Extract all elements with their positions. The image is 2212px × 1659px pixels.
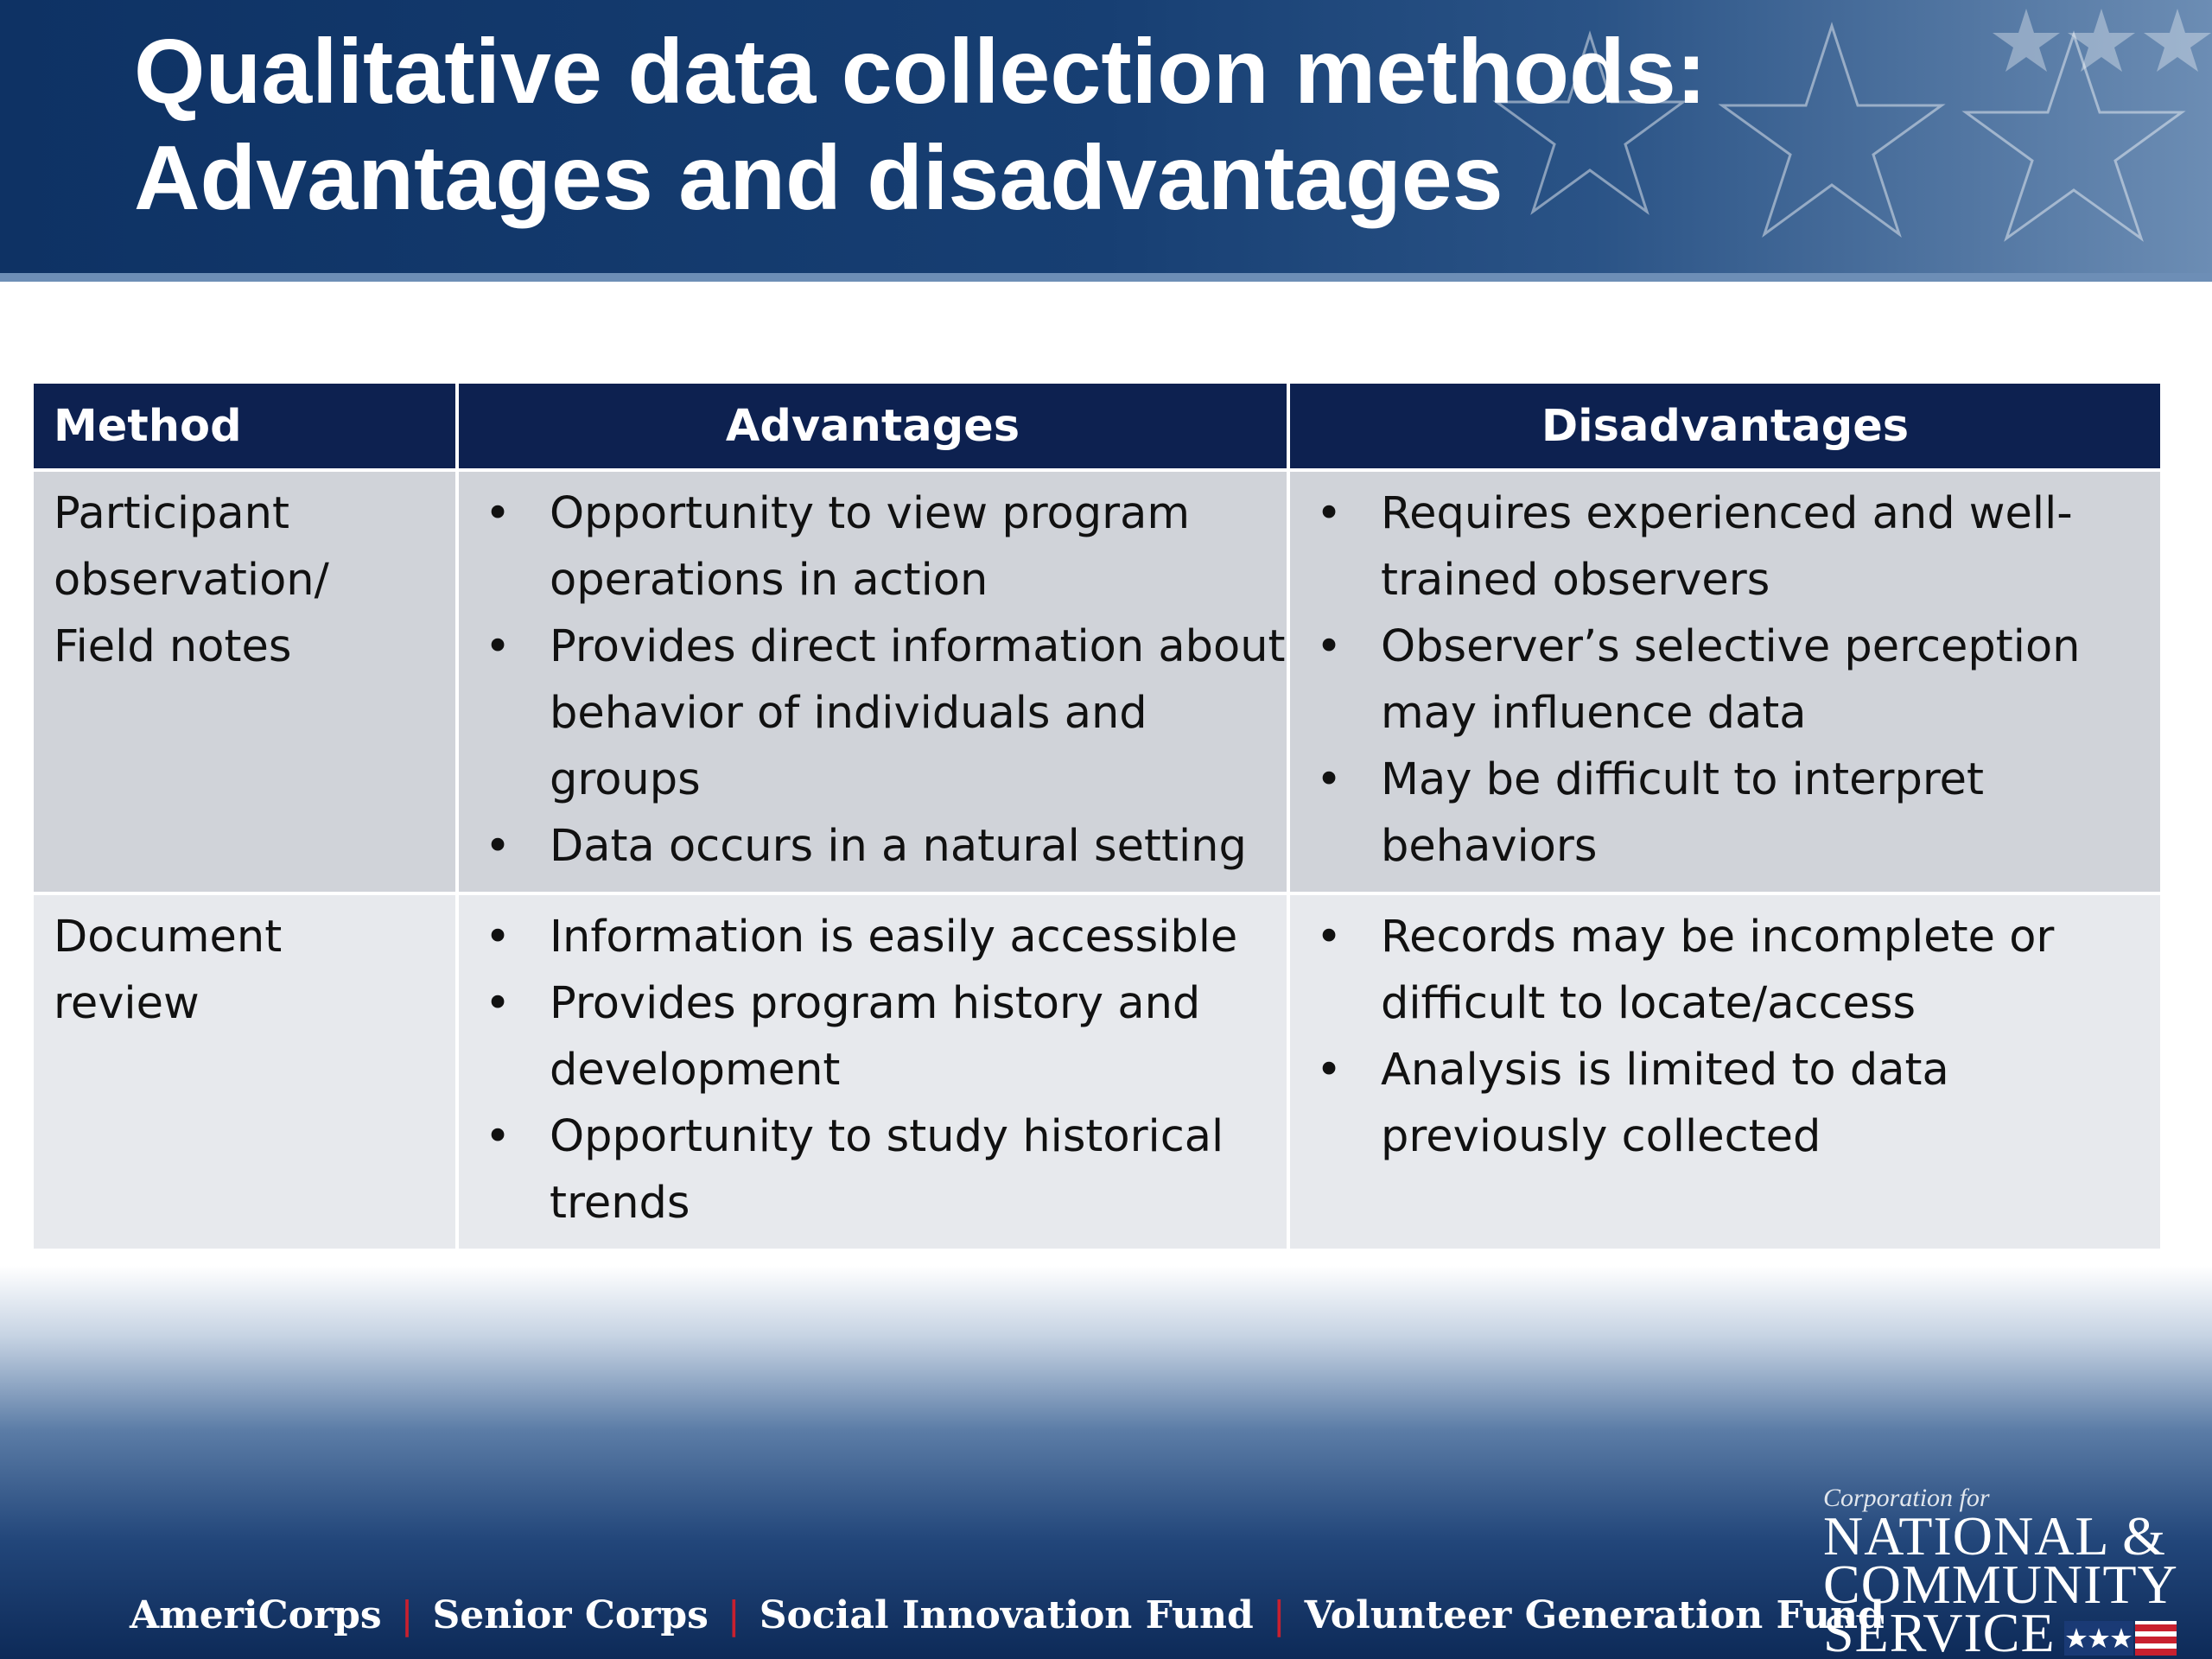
method-text: Field notes xyxy=(54,621,292,672)
method-text: Participant xyxy=(54,488,290,539)
table-header-row xyxy=(32,382,2162,470)
logo-tagline: Corporation for xyxy=(1823,1484,1990,1512)
program-social-innovation-fund: Social Innovation Fund xyxy=(759,1593,1254,1637)
logo-line-2: COMMUNITY xyxy=(1823,1554,2178,1615)
star-filled xyxy=(1993,9,2060,72)
title-line-2: Advantages and disadvantages xyxy=(134,127,1503,229)
disadvantage-item: • Observer’s selective perception may influence data xyxy=(1381,613,2160,747)
disadvantages-list xyxy=(1290,904,2160,1170)
header-method: Method xyxy=(32,382,457,470)
advantages-list xyxy=(459,480,1287,880)
advantage-item: • Provides program history and development xyxy=(550,970,1287,1103)
comparison-table xyxy=(30,380,2164,1252)
star-outline xyxy=(1722,26,1942,234)
disadvantage-item: • Records may be incomplete or difficult to locate/access xyxy=(1381,904,2160,1037)
logo-line-1: NATIONAL & xyxy=(1823,1505,2166,1567)
separator: | xyxy=(1272,1593,1286,1637)
advantage-item: • Information is easily accessible xyxy=(550,904,1287,970)
separator: | xyxy=(400,1593,414,1637)
cncs-logo xyxy=(1823,1484,2178,1659)
disadvantage-item: • Requires experienced and well-trained observers xyxy=(1381,480,2160,613)
advantage-item: • Data occurs in a natural setting xyxy=(550,813,1287,880)
disadvantage-item: • May be difficult to interpret behaviors xyxy=(1381,747,2160,880)
disadvantage-item: • Analysis is limited to data previously collected xyxy=(1381,1037,2160,1170)
footer-program-list xyxy=(130,1590,1885,1642)
title-banner xyxy=(0,0,2212,279)
advantage-item: • Provides direct information about behavior of individuals and groups xyxy=(550,613,1287,813)
flag-stars-icon xyxy=(2064,1621,2177,1656)
method-cell xyxy=(32,470,457,893)
method-text: observation/ xyxy=(54,555,329,606)
method-text: review xyxy=(54,978,200,1029)
star-filled xyxy=(2144,9,2211,72)
method-cell xyxy=(32,893,457,1250)
advantages-cell xyxy=(457,470,1288,893)
comparison-table-wrap xyxy=(30,380,2160,1252)
disadvantages-cell xyxy=(1288,893,2162,1250)
star-outline xyxy=(1966,35,2182,238)
disadvantages-cell xyxy=(1288,470,2162,893)
table-row xyxy=(32,893,2162,1250)
separator: | xyxy=(727,1593,741,1637)
logo-line-3 xyxy=(1823,1602,2152,1659)
banner-band xyxy=(0,273,2212,282)
advantage-item: • Opportunity to study historical trends xyxy=(550,1103,1287,1236)
program-americorps: AmeriCorps xyxy=(130,1593,382,1637)
table-row xyxy=(32,470,2162,893)
logo-line-3-text: SERVICE xyxy=(1823,1602,2056,1659)
program-volunteer-generation-fund: Volunteer Generation Fund xyxy=(1304,1593,1885,1637)
title-line-1: Qualitative data collection methods: xyxy=(134,21,1707,123)
method-text: Document xyxy=(54,912,283,963)
advantage-item: • Opportunity to view program operations in action xyxy=(550,480,1287,613)
star-filled xyxy=(2068,9,2135,72)
program-senior-corps: Senior Corps xyxy=(432,1593,709,1637)
advantages-cell xyxy=(457,893,1288,1250)
disadvantages-list xyxy=(1290,480,2160,880)
advantages-list xyxy=(459,904,1287,1236)
page-title xyxy=(134,19,1707,232)
header-advantages: Advantages xyxy=(457,382,1288,470)
header-disadvantages: Disadvantages xyxy=(1288,382,2162,470)
